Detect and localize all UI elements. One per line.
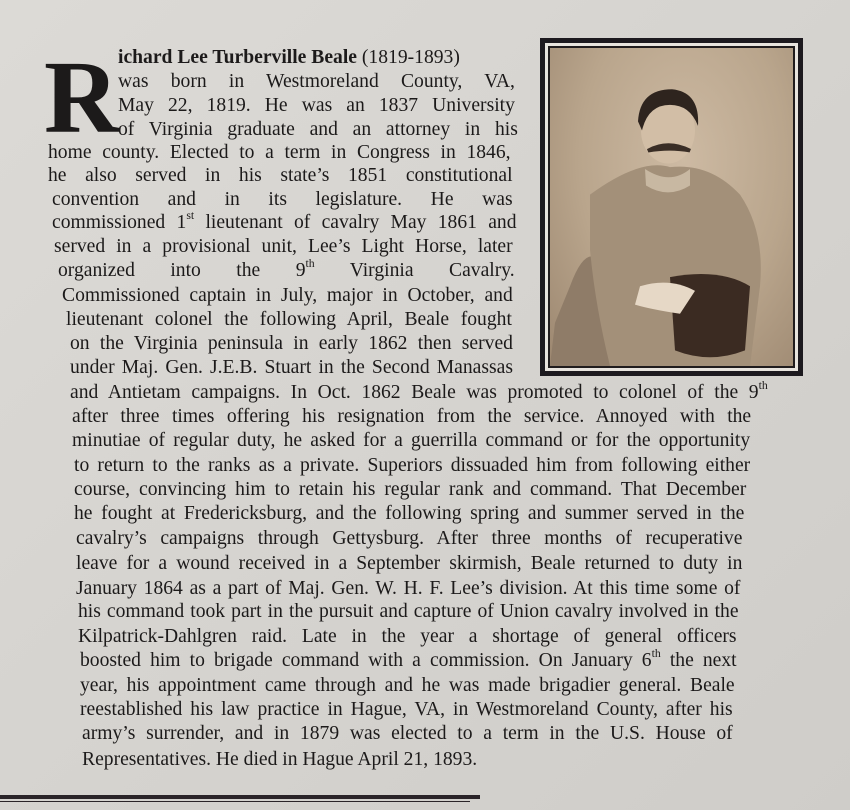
text-segment: commissioned 1 — [52, 211, 187, 233]
lower-panel-border — [0, 795, 480, 799]
text-line — [74, 478, 746, 500]
text-line — [118, 70, 515, 92]
text-segment: army’s surrender, and in 1879 was elected to a term in the U.S. House of — [82, 722, 733, 744]
text-line — [118, 94, 515, 116]
text-line — [80, 646, 737, 671]
text-line — [58, 256, 515, 281]
text-segment: Representatives. He died in Hague April 21, 1893. — [82, 748, 478, 770]
text-segment: was born in Westmoreland County, VA, — [118, 70, 515, 92]
text-line — [74, 502, 744, 524]
text-line — [80, 698, 733, 720]
text-segment: under Maj. Gen. J.E.B. Stuart in the Second Manassas — [70, 356, 513, 378]
text-line — [76, 527, 742, 549]
text-segment: his command took part in the pursuit and capture of Union cavalry involved in the — [78, 600, 739, 622]
text-segment: on the Virginia peninsula in early 1862 then served — [70, 332, 513, 354]
text-line — [54, 235, 513, 257]
text-line — [76, 577, 740, 599]
text-segment: convention and in its legislature. He was — [52, 188, 513, 210]
subject-dates: (1819-1893) — [356, 46, 460, 68]
text-line — [76, 552, 742, 574]
text-segment: lieutenant of cavalry May 1861 and — [194, 211, 517, 233]
text-segment: Commissioned captain in July, major in October, and — [62, 284, 513, 306]
text-line — [66, 308, 512, 330]
text-segment: to return to the ranks as a private. Superiors dissuaded him from following either — [74, 454, 751, 476]
text-line — [80, 674, 735, 696]
drop-cap: R — [44, 40, 120, 155]
text-segment: he fought at Fredericksburg, and the following spring and summer served in the — [74, 502, 745, 524]
text-segment: reestablished his law practice in Hague, VA, in Westmoreland County, after his — [80, 698, 733, 720]
text-segment: of Virginia graduate and an attorney in his — [118, 118, 518, 140]
subject-name: ichard Lee Turberville Beale — [118, 46, 357, 68]
text-segment: served in a provisional unit, Lee’s Light Horse, later — [54, 235, 513, 257]
text-segment: Kilpatrick-Dahlgren raid. Late in the year a shortage of general officers — [78, 625, 737, 647]
text-line — [78, 600, 739, 622]
text-segment: January 1864 as a part of Maj. Gen. W. H. F. Lee’s division. At this time some of — [76, 577, 741, 599]
text-segment: May 22, 1819. He was an 1837 University — [118, 94, 515, 116]
text-line — [48, 141, 511, 163]
title-line — [118, 46, 460, 68]
text-segment: after three times offering his resignation from the service. Annoyed with the — [72, 405, 752, 427]
text-line — [70, 356, 513, 378]
ordinal-superscript: th — [651, 646, 661, 660]
ordinal-superscript: th — [758, 378, 768, 392]
text-segment: home county. Elected to a term in Congress in 1846, — [48, 141, 511, 163]
text-segment: the next — [660, 649, 737, 671]
text-line — [62, 284, 513, 306]
text-line — [74, 454, 750, 476]
text-segment: Virginia Cavalry. — [314, 259, 515, 281]
text-segment: cavalry’s campaigns through Gettysburg. After three months of recuperative — [76, 527, 743, 549]
portrait-frame — [540, 38, 803, 376]
ordinal-superscript: th — [305, 256, 315, 270]
text-line — [82, 722, 733, 744]
text-line — [72, 405, 751, 427]
portrait-photo — [550, 48, 793, 366]
ordinal-superscript: st — [186, 208, 195, 222]
text-line — [78, 625, 737, 647]
portrait-figure-image — [550, 48, 793, 366]
text-segment: boosted him to brigade command with a commission. On January 6 — [80, 649, 652, 671]
text-segment: organized into the 9 — [58, 259, 306, 281]
text-segment: course, convincing him to retain his regular rank and command. That December — [74, 478, 747, 500]
text-line — [52, 208, 517, 233]
text-line — [72, 429, 750, 451]
text-line — [48, 164, 513, 186]
text-segment: he also served in his state’s 1851 constitutional — [48, 164, 513, 186]
text-line — [118, 118, 518, 140]
text-line — [52, 188, 513, 210]
text-segment: minutiae of regular duty, he asked for a guerrilla command or for the opportunity — [72, 429, 751, 451]
text-segment: and Antietam campaigns. In Oct. 1862 Beale was promoted to colonel of the 9 — [70, 381, 759, 403]
text-line — [70, 332, 513, 354]
text-line — [82, 748, 503, 770]
text-segment: leave for a wound received in a September skirmish, Beale returned to duty in — [76, 552, 743, 574]
text-line — [70, 378, 768, 403]
text-segment: lieutenant colonel the following April, Beale fought — [66, 308, 512, 330]
text-segment: year, his appointment came through and he was made brigadier general. Beale — [80, 674, 735, 696]
